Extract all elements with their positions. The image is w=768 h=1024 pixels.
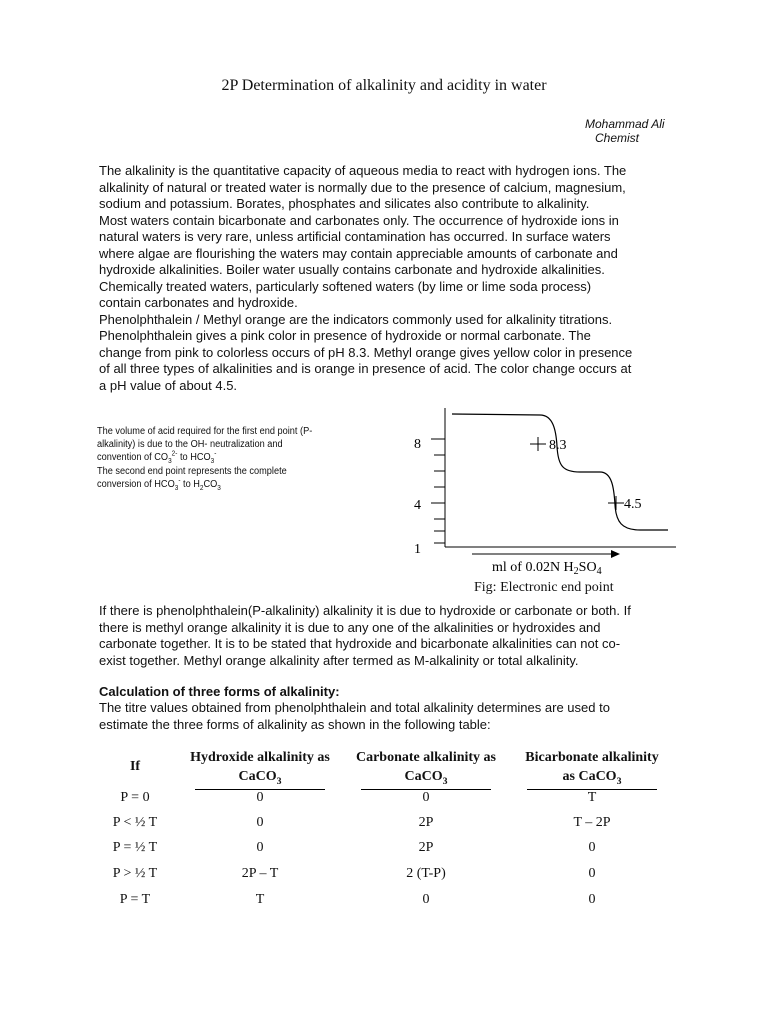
note-line: alkalinity) is due to the OH- neutralization and <box>97 439 283 451</box>
x-arrow-head <box>611 550 620 558</box>
text-line: Phenolphthalein / Methyl orange are the indicators commonly used for alkalinity titrations. <box>99 311 613 327</box>
end-point-note <box>97 425 319 491</box>
text-line: natural waters is very rare, unless artificial contamination has occurred. In surface waters <box>99 229 611 244</box>
cell-bicarbonate: 0 <box>588 840 596 855</box>
col-header-if: If <box>129 759 141 774</box>
page-title: 2P Determination of alkalinity and acidity in water <box>221 77 547 94</box>
text-line: The titre values obtained from phenolphthalein and total alkalinity determines are used to <box>99 700 610 715</box>
cell-hydroxide: 0 <box>256 815 264 830</box>
intro-paragraph <box>99 163 668 394</box>
cell-if: P > ½ T <box>112 866 158 881</box>
text-line: where algae are flourishing the waters may contain appreciable amounts of carbonate and <box>99 245 618 261</box>
cell-bicarbonate: 0 <box>588 866 596 881</box>
cell-hydroxide: 0 <box>256 840 264 855</box>
author-role: Chemist <box>595 131 640 145</box>
y-tick-label: 1 <box>414 542 421 557</box>
text-line: If there is phenolphthalein(P-alkalinity) alkalinity it is due to hydroxide or carbonate or both. If <box>99 603 631 618</box>
y-tick-label: 8 <box>414 437 421 452</box>
cell-carbonate: 2P <box>418 840 434 855</box>
titration-curve-figure <box>400 400 690 580</box>
text-line: exist together. Methyl orange alkalinity after termed as M-alkalinity or total alkalinity. <box>99 652 579 668</box>
alkalinity-paragraph <box>99 603 668 669</box>
y-ticks <box>431 439 445 543</box>
author-name: Mohammad Ali <box>585 117 665 131</box>
marker-4-5-label: 4.5 <box>624 497 642 512</box>
section-heading: Calculation of three forms of alkalinity: <box>99 684 340 699</box>
text-line: Chemically treated waters, particularly softened waters (by lime or lime soda process) <box>99 278 592 294</box>
note-line: convention of $CO_3^{2-}$ to $HCO_3^-$ <box>97 451 217 466</box>
cell-hydroxide: 2P – T <box>241 866 279 881</box>
cell-if: P < ½ T <box>112 815 158 830</box>
text-line: Phenolphthalein gives a pink color in presence of hydroxide or normal carbonate. The <box>99 328 591 343</box>
text-line: estimate the three forms of alkalinity as shown in the following table: <box>99 716 491 732</box>
text-line: carbonate together. It is to be stated that hydroxide and bicarbonate alkalinities can not co- <box>99 636 621 651</box>
x-axis-label: ml of 0.02N $H_2SO_4$ <box>492 560 602 577</box>
col-header-carbonate: Carbonate alkalinity as CaCO$_3$ <box>347 748 505 786</box>
text-line: change from pink to colorless occurs of pH 8.3. Methyl orange gives yellow color in presence <box>99 344 633 360</box>
cell-bicarbonate: 0 <box>588 892 596 907</box>
note-line: The volume of acid required for the first end point (P- <box>97 426 313 437</box>
text-line: sodium and potassium. Borates, phosphates and silicates also contribute to alkalinity. <box>99 196 590 211</box>
cell-carbonate: 2P <box>418 815 434 830</box>
cell-if: P = 0 <box>120 790 150 805</box>
cell-bicarbonate: T – 2P <box>573 815 611 830</box>
note-line: conversion of $HCO_3^-$ to $H_2CO_3$ <box>97 477 221 492</box>
author-block <box>585 117 665 145</box>
text-line: of all three types of alkalinities and is orange in presence of acid. The color change occurs at <box>99 361 632 376</box>
cell-if: P = T <box>119 892 151 907</box>
cell-if: P = ½ T <box>112 840 158 855</box>
text-line: The alkalinity is the quantitative capacity of aqueous media to react with hydrogen ions. The <box>99 163 627 178</box>
cell-hydroxide: T <box>255 892 265 907</box>
text-line: there is methyl orange alkalinity it is due to any one of the alkalinities or hydroxides and <box>99 619 601 635</box>
col-header-bicarbonate: Bicarbonate alkalinity as CaCO$_3$ <box>513 748 671 786</box>
note-line: The second end point represents the complete <box>97 465 287 477</box>
text-line: hydroxide alkalinities. Boiler water usually contains carbonate and hydroxide alkalinities. <box>99 262 605 277</box>
calc-paragraph <box>99 700 668 733</box>
text-line: contain carbonates and hydroxide. <box>99 295 298 310</box>
cell-hydroxide: 0 <box>256 790 264 805</box>
figure-caption: Fig: Electronic end point <box>474 580 614 595</box>
marker-8-3-label: 8.3 <box>549 438 567 453</box>
text-line: Most waters contain bicarbonate and carbonates only. The occurrence of hydroxide ions in <box>99 212 619 228</box>
text-line: alkalinity of natural or treated water is normally due to the presence of calcium, magnesium, <box>99 179 626 195</box>
cell-bicarbonate: T <box>587 790 597 805</box>
y-tick-label: 4 <box>414 498 421 513</box>
col-header-hydroxide: Hydroxide alkalinity as CaCO$_3$ <box>181 748 339 786</box>
cell-carbonate: 2 (T-P) <box>406 866 446 881</box>
cell-carbonate: 0 <box>422 790 430 805</box>
text-line: a pH value of about 4.5. <box>99 377 238 393</box>
titration-curve <box>452 414 668 530</box>
cell-carbonate: 0 <box>422 892 430 907</box>
